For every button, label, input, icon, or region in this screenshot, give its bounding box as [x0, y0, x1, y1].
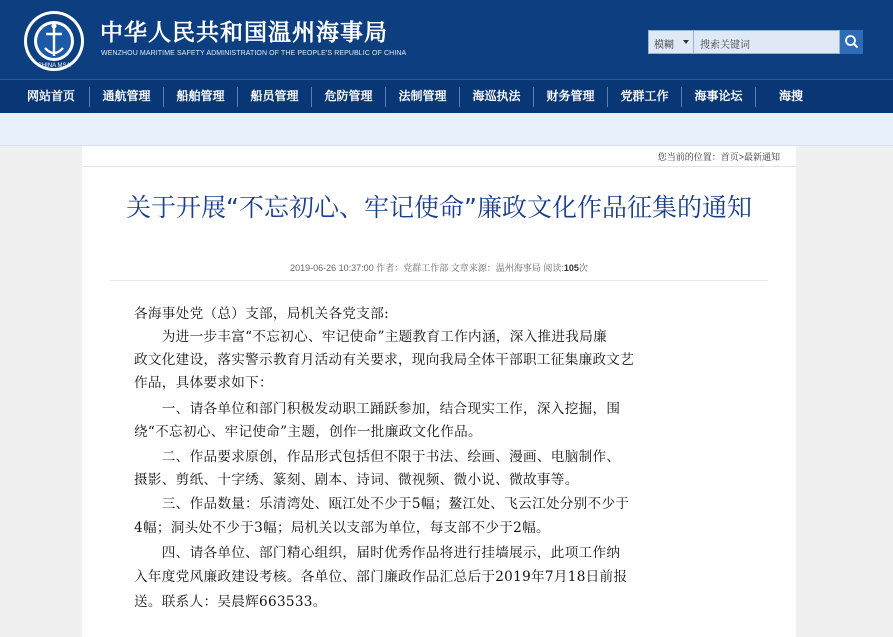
- source-label: 文章来源：: [450, 263, 496, 273]
- search-icon: [841, 31, 862, 53]
- body-line: 四、请各单位、部门精心组织，届时优秀作品将进行挂墙展示，此项工作纳: [134, 545, 621, 561]
- nav-item-finance[interactable]: 财务管理: [546, 89, 595, 103]
- nav-item-hazard[interactable]: 危防管理: [324, 89, 373, 103]
- search-input[interactable]: 搜索关键词: [694, 30, 840, 54]
- nav-item-ship[interactable]: 船舶管理: [176, 89, 225, 103]
- sub-banner: [0, 113, 893, 146]
- search-mode-select[interactable]: [648, 30, 694, 54]
- nav-item-forum[interactable]: 海事论坛: [694, 89, 743, 103]
- search-mode-value: 模糊: [654, 40, 674, 51]
- site-subtitle: WENZHOU MARITIME SAFETY ADMINISTRATION OF THE PEOPLE'S REPUBLIC OF CHINA: [101, 50, 407, 57]
- search-button[interactable]: [840, 30, 863, 54]
- body-line: 二、作品要求原创，作品形式包括但不限于书法、绘画、漫画、电脑制作、: [134, 449, 621, 465]
- breadcrumb: [658, 150, 780, 163]
- nav-item-legal[interactable]: 法制管理: [398, 89, 447, 103]
- article-title: 关于开展“不忘初心、牢记使命”廉政文化作品征集的通知: [126, 193, 752, 222]
- nav-item-crew[interactable]: 船员管理: [250, 89, 299, 103]
- breadcrumb-home[interactable]: 首页: [720, 152, 739, 162]
- divider: [82, 166, 796, 167]
- nav-item-search[interactable]: 海搜: [778, 89, 803, 103]
- breadcrumb-prefix: 您当前的位置：: [657, 152, 721, 162]
- views-label: 阅读:: [543, 263, 564, 273]
- body-line: 作品，具体要求如下：: [134, 375, 273, 391]
- main-nav: [0, 79, 893, 113]
- body-line: 为进一步丰富“不忘初心、牢记使命”主题教育工作内涵，深入推进我局廉: [134, 329, 607, 345]
- publish-datetime: 2019-06-26 10:37:00: [290, 263, 374, 273]
- site-header: [0, 0, 893, 79]
- chevron-down-icon: [683, 40, 689, 44]
- nav-item-navigation[interactable]: 通航管理: [102, 89, 151, 103]
- site-title[interactable]: 中华人民共和国温州海事局: [100, 20, 388, 46]
- nav-item-home[interactable]: 网站首页: [26, 89, 75, 103]
- body-line: 政文化建设，落实警示教育月活动有关要求，现向我局全体干部职工征集廉政文艺: [134, 352, 635, 368]
- author-label: 作者：: [376, 263, 404, 273]
- breadcrumb-current[interactable]: 最新通知: [743, 152, 780, 162]
- view-count: 105: [563, 263, 579, 273]
- logo-text: CHINA MSA: [37, 63, 71, 69]
- body-line: 摄影、剪纸、十字绣、篆刻、剧本、诗词、微视频、微小说、微故事等。: [134, 472, 579, 488]
- search-box: [648, 30, 863, 54]
- body-line: 4幅；洞头处不少于3幅；局机关以支部为单位，每支部不少于2幅。: [134, 520, 550, 536]
- china-msa-logo[interactable]: [23, 10, 85, 72]
- source: 温州海事局: [495, 263, 541, 273]
- body-line: 绕“不忘初心、牢记使命”主题，创作一批廉政文化作品。: [134, 424, 482, 440]
- nav-item-patrol[interactable]: 海巡执法: [472, 89, 521, 103]
- body-line: 各海事处党（总）支部，局机关各党支部:: [134, 306, 389, 322]
- body-line: 一、请各单位和部门积极发动职工踊跃参加，结合现实工作，深入挖掘，围: [134, 401, 621, 417]
- nav-item-party[interactable]: 党群工作: [620, 89, 669, 103]
- body-line: 三、作品数量：乐清湾处、瓯江处不少于5幅；鳌江处、飞云江处分别不少于: [134, 496, 630, 512]
- article-meta: [82, 261, 796, 274]
- body-line: 入年度党风廉政建设考核。各单位、部门廉政作品汇总后于2019年7月18日前报: [134, 569, 628, 585]
- body-line: 送。联系人：吴晨辉663533。: [134, 594, 327, 610]
- divider: [110, 280, 768, 281]
- author: 党群工作部: [403, 263, 449, 273]
- article-container: [82, 146, 796, 637]
- views-unit: 次: [578, 263, 588, 273]
- breadcrumb-separator: >: [738, 152, 744, 162]
